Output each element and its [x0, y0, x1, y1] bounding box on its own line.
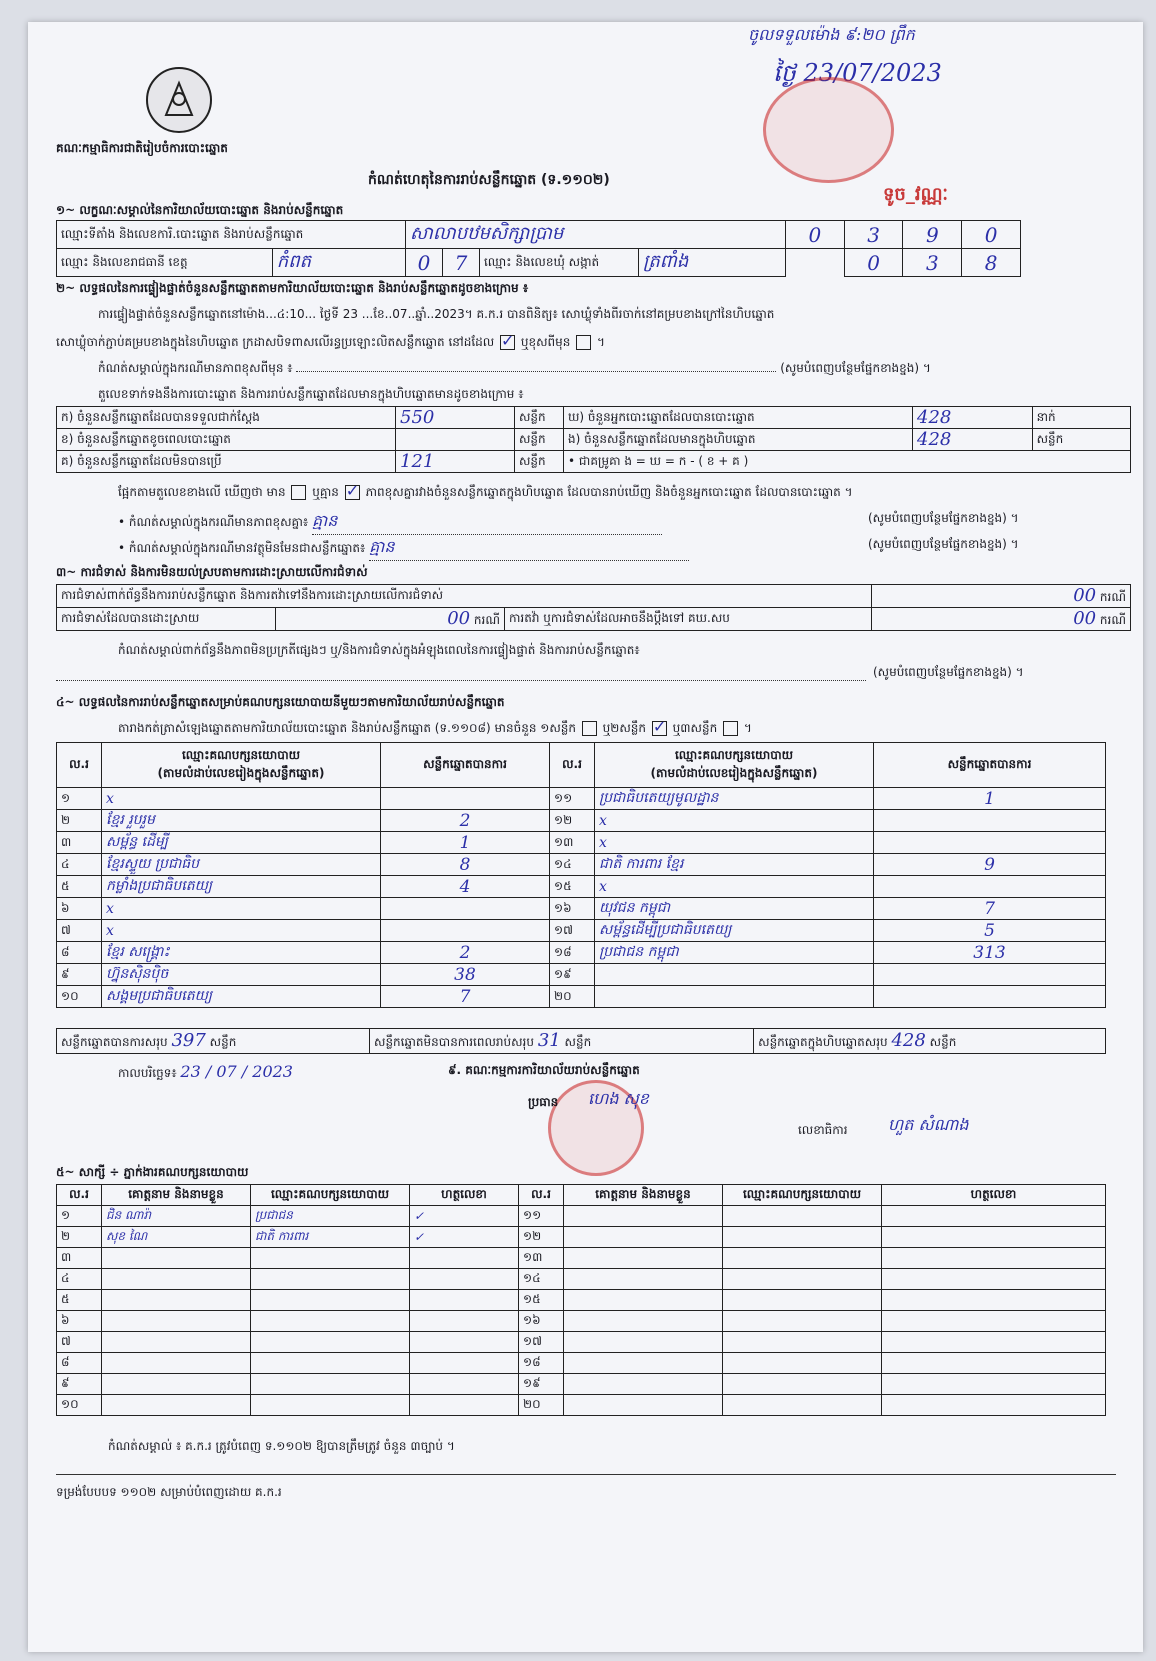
witness-sign-left[interactable]: ✓ — [410, 1206, 519, 1227]
witness-sign-right[interactable] — [882, 1353, 1106, 1374]
result-party-right — [595, 986, 874, 1008]
witness-sign-right[interactable] — [882, 1248, 1106, 1269]
witness-party-right[interactable] — [723, 1395, 882, 1416]
date-value: 23 / 07 / 2023 — [180, 1062, 293, 1081]
secretary-signature: ហួត សំណាង — [888, 1115, 969, 1134]
result-row — [57, 942, 1106, 964]
result-votes-right: 9 — [874, 854, 1106, 876]
w-col-name-right: គោត្តនាម និងនាមខ្លួន — [564, 1185, 723, 1206]
section4-title: ៤~ លទ្ធផលនៃការរាប់សន្លឹកឆ្នោតសម្រាប់គណបក្សនយោបាយនីមួយៗតាមការិយាល័យរាប់សន្លឹកឆ្នោត — [56, 695, 505, 709]
col-party-right — [595, 743, 874, 788]
ko-value: 121 — [396, 451, 515, 473]
witness-sign-left[interactable] — [410, 1374, 519, 1395]
witness-name-right[interactable] — [564, 1206, 723, 1227]
result-votes-left: 2 — [381, 942, 550, 964]
witness-party-right[interactable] — [723, 1206, 882, 1227]
witness-no-right: ១៤ — [519, 1269, 564, 1290]
section1-table — [56, 220, 1021, 277]
form-title: កំណត់ហេតុនៃការរាប់សន្លឹកឆ្នោត (ទ.១១០២) — [368, 172, 610, 188]
location-value: សាលាបឋមសិក្សាប្រាម — [406, 221, 786, 249]
witness-name-right[interactable] — [564, 1374, 723, 1395]
changed-text: ឬខុសពីមុន — [520, 335, 571, 349]
col-no-right: ល.រ — [550, 743, 595, 788]
w-col-name-left: គោត្តនាម និងនាមខ្លួន — [102, 1185, 251, 1206]
witness-row — [57, 1206, 1106, 1227]
result-no-left: ៦ — [57, 898, 102, 920]
witness-no-right: ១២ — [519, 1227, 564, 1248]
result-party-left: x — [102, 898, 381, 920]
committee-name: គណៈកម្មាធិការជាតិរៀបចំការបោះឆ្នោត — [56, 141, 228, 155]
total-box-value: 428 — [891, 1030, 926, 1051]
diff-note-label: • កំណត់សម្គាល់ក្នុងករណីមានភាពខុសគ្នា៖ — [118, 515, 309, 529]
tally-intro-text: តារាងកត់ត្រាសំឡេងឆ្នោតតាមការិយាល័យបោះឆ្នោត និងរាប់សន្លឹកឆ្នោត (ទ.១១០៨) មានចំនួន ១សន្លឹក — [118, 721, 576, 735]
fill-note-4: (សូមបំពេញបន្ថែមផ្នែកខាងខ្នង) ។ — [873, 665, 1024, 679]
result-row — [57, 832, 1106, 854]
commune-value: ត្រពាំង — [639, 249, 786, 277]
witness-row — [57, 1332, 1106, 1353]
verification-line: ការផ្ទៀងផ្ទាត់ចំនួនសន្លឹកឆ្នោតនៅម៉ោង...៤:10... ថ្ងៃទី 23 ...ខែ..07..ឆ្នាំ..2023។ គ.ក.រ បានពិនិត្យ៖ សោឃ្លុំទាំងពីរចាក់នៅគម្របខាងក្រៅនៃហិបឆ្នោត — [98, 307, 775, 321]
diff-note-row — [118, 510, 662, 535]
secretary-label: លេខាធិការ — [798, 1123, 848, 1137]
witness-name-left[interactable] — [102, 1290, 251, 1311]
result-votes-right: 7 — [874, 898, 1106, 920]
three-sheet-text: ឬ៣សន្លឹក — [672, 721, 718, 735]
results-table — [56, 742, 1106, 1008]
w-col-no-left: ល.រ — [57, 1185, 102, 1206]
result-party-right: x — [595, 876, 874, 898]
date-label: កាលបរិច្ឆេទ៖ — [118, 1066, 177, 1080]
result-row — [57, 810, 1106, 832]
result-no-left: ៨ — [57, 942, 102, 964]
witness-row — [57, 1311, 1106, 1332]
result-no-left: ១០ — [57, 986, 102, 1008]
com-digit-2: 3 — [903, 249, 962, 277]
col-no-left: ល.រ — [57, 743, 102, 788]
witness-party-right[interactable] — [723, 1227, 882, 1248]
result-row — [57, 854, 1106, 876]
witness-sign-left[interactable] — [410, 1290, 519, 1311]
result-votes-left: 8 — [381, 854, 550, 876]
total-box-unit: សន្លឹក — [929, 1035, 957, 1049]
result-no-right: ១១ — [550, 788, 595, 810]
result-party-left: កម្លាំងប្រជាធិបតេយ្យ — [102, 876, 381, 898]
result-party-right — [595, 964, 874, 986]
witness-row — [57, 1269, 1106, 1290]
result-votes-left: 2 — [381, 810, 550, 832]
ng-value: 428 — [913, 429, 1033, 451]
witness-row — [57, 1290, 1106, 1311]
object-note-row — [118, 536, 689, 561]
witness-sign-right[interactable] — [882, 1269, 1106, 1290]
result-party-right: យុវជន កម្ពុជា — [595, 898, 874, 920]
discrepancy-has: ផ្អែកតាមតួលេខខាងលើ ឃើញថា មាន — [118, 485, 286, 499]
result-row — [57, 788, 1106, 810]
col-votes-right: សន្លឹកឆ្នោតបានការ — [874, 743, 1106, 788]
received-date: ថ្ងៃ 23/07/2023 — [773, 59, 942, 87]
figures-intro: តួលេខទាក់ទងនឹងការបោះឆ្នោត និងការរាប់សន្លឹកឆ្នោតដែលមានក្នុងហិបឆ្នោតមានដូចខាងក្រោម ៖ — [98, 387, 524, 401]
com-digit-3: 8 — [962, 249, 1021, 277]
ballot-count-form — [28, 22, 1143, 1652]
three-sheet-checkbox[interactable] — [723, 721, 738, 736]
witness-no-right: ១១ — [519, 1206, 564, 1227]
col-party-right-title: ឈ្មោះគណបក្សនយោបាយ — [674, 748, 794, 762]
commune-label: ឈ្មោះ និងលេខឃុំ សង្កាត់ — [480, 249, 639, 277]
result-no-right: ២០ — [550, 986, 595, 1008]
result-party-left: សម្ព័ន្ធ ដើម្បី — [102, 832, 381, 854]
witness-party-left[interactable] — [251, 1374, 410, 1395]
result-votes-left — [381, 898, 550, 920]
ng-unit: សន្លឹក — [1032, 429, 1130, 451]
two-sheet-checkbox[interactable] — [652, 721, 667, 736]
witness-name-right[interactable] — [564, 1227, 723, 1248]
has-checkbox[interactable] — [291, 485, 306, 500]
col-party-left-title: ឈ្មោះគណបក្សនយោបាយ — [181, 748, 301, 762]
result-no-right: ១៥ — [550, 876, 595, 898]
figures-table — [56, 406, 1131, 473]
result-row — [57, 876, 1106, 898]
k-value: 550 — [396, 407, 515, 429]
result-party-left: x — [102, 920, 381, 942]
result-votes-left: 7 — [381, 986, 550, 1008]
result-party-left: ខ្មែរស្ទួយ ប្រជាធិប — [102, 854, 381, 876]
result-party-right: x — [595, 832, 874, 854]
appeal-cell — [872, 608, 1131, 631]
witness-sign-left[interactable] — [410, 1353, 519, 1374]
witness-no-left: ៦ — [57, 1311, 102, 1332]
result-no-left: ៥ — [57, 876, 102, 898]
witness-no-left: ៥ — [57, 1290, 102, 1311]
witness-sign-left[interactable] — [410, 1248, 519, 1269]
witness-sign-right[interactable] — [882, 1395, 1106, 1416]
total-valid-value: 397 — [171, 1030, 206, 1051]
result-no-right: ១៦ — [550, 898, 595, 920]
none-checkbox[interactable] — [345, 485, 360, 500]
witness-no-left: ២ — [57, 1227, 102, 1248]
result-no-left: ៩ — [57, 964, 102, 986]
col-party-left-sub: (តាមលំដាប់លេខរៀងក្នុងសន្លឹកឆ្នោត) — [157, 766, 325, 780]
result-party-left: សង្គមប្រជាធិបតេយ្យ — [102, 986, 381, 1008]
footer-divider — [56, 1474, 1116, 1475]
w-col-party-right: ឈ្មោះគណបក្សនយោបាយ — [723, 1185, 882, 1206]
witness-row — [57, 1374, 1106, 1395]
result-no-left: ២ — [57, 810, 102, 832]
result-votes-left — [381, 788, 550, 810]
official-stamp — [763, 77, 894, 183]
result-party-right: x — [595, 810, 874, 832]
kh-label: ខ) ចំនួនសន្លឹកឆ្នោតខូចពេលបោះឆ្នោត — [57, 429, 396, 451]
witness-row — [57, 1248, 1106, 1269]
result-no-left: ៧ — [57, 920, 102, 942]
section2-title: ២~ លទ្ធផលនៃការផ្ទៀងផ្ទាត់ចំនួនសន្លឹកឆ្នោតតាមការិយាល័យបោះឆ្នោត និងរាប់សន្លឹកឆ្នោតដូចខាងក្រោម ៖ — [56, 281, 529, 295]
section3-title: ៣~ ការជំទាស់ និងការមិនយល់ស្របតាមការដោះស្រាយលើការជំទាស់ — [56, 565, 368, 579]
witness-name-left[interactable] — [102, 1269, 251, 1290]
witness-party-left[interactable] — [251, 1269, 410, 1290]
witness-sign-right[interactable] — [882, 1227, 1106, 1248]
total-valid-unit: សន្លឹក — [209, 1035, 237, 1049]
witness-party-right[interactable] — [723, 1290, 882, 1311]
result-no-left: ៣ — [57, 832, 102, 854]
result-party-right: ប្រជាធិបតេយ្យមូលដ្ឋាន — [595, 788, 874, 810]
witness-party-left[interactable] — [251, 1248, 410, 1269]
objections-label: ការជំទាស់ពាក់ព័ន្ធនឹងការរាប់សន្លឹកឆ្នោត និងការតវ៉ាទៅនឹងការដោះស្រាយលើការជំទាស់ — [57, 585, 872, 608]
com-digit-1: 0 — [844, 249, 903, 277]
province-label: ឈ្មោះ និងលេខរាជធានី ខេត្ត — [57, 249, 273, 277]
k-unit: សន្លឹក — [515, 407, 564, 429]
witness-name-left[interactable] — [102, 1311, 251, 1332]
result-no-right: ១៨ — [550, 942, 595, 964]
witness-name-left[interactable] — [102, 1374, 251, 1395]
w-col-sign-right: ហត្ថលេខា — [882, 1185, 1106, 1206]
result-votes-right: 1 — [874, 788, 1106, 810]
kh-value — [396, 429, 515, 451]
witness-no-right: ១៣ — [519, 1248, 564, 1269]
location-label: ឈ្មោះទីតាំង និងលេខការិ.បោះឆ្នោត និងរាប់សន្លឹកឆ្នោត — [57, 221, 406, 249]
date-row — [118, 1062, 293, 1083]
object-note-label: • កំណត់សម្គាល់ក្នុងករណីមានវត្ថុមិនមែនជាសន្លឹកឆ្នោត៖ — [118, 541, 366, 555]
witness-name-right[interactable] — [564, 1269, 723, 1290]
totals-table — [56, 1028, 1106, 1054]
loc-digit-2: 3 — [844, 221, 903, 249]
result-votes-right — [874, 810, 1106, 832]
total-valid-label: សន្លឹកឆ្នោតបានការសរុប — [61, 1035, 168, 1049]
witness-party-left[interactable] — [251, 1311, 410, 1332]
result-party-right: ជាតិ ការពារ ខ្មែរ — [595, 854, 874, 876]
witness-no-left: ៣ — [57, 1248, 102, 1269]
witness-party-left[interactable]: ប្រជាជន — [251, 1206, 410, 1227]
witness-no-right: ១៥ — [519, 1290, 564, 1311]
witness-party-right[interactable] — [723, 1311, 882, 1332]
g-value: 428 — [913, 407, 1033, 429]
total-invalid-label: សន្លឹកឆ្នោតមិនបានការពេលរាប់សរុប — [374, 1035, 534, 1049]
witness-row — [57, 1353, 1106, 1374]
witness-name-right[interactable] — [564, 1353, 723, 1374]
witness-footnote: កំណត់សម្គាល់ ៖ គ.ក.រ ត្រូវបំពេញ ទ.១១០២ ឱ្យបានត្រឹមត្រូវ ចំនួន ៣ច្បាប់ ។ — [108, 1439, 455, 1453]
result-votes-right — [874, 964, 1106, 986]
result-votes-left: 4 — [381, 876, 550, 898]
ko-unit: សន្លឹក — [515, 451, 564, 473]
witness-no-left: ៩ — [57, 1374, 102, 1395]
ko-label: គ) ចំនួនសន្លឹកឆ្នោតដែលមិនបានប្រើ — [57, 451, 396, 473]
witness-sign-left[interactable] — [410, 1332, 519, 1353]
witness-name-right[interactable] — [564, 1395, 723, 1416]
form-footer: ទម្រង់បែបបទ ១១០២ សម្រាប់បំពេញដោយ គ.ក.រ — [56, 1485, 282, 1499]
witness-no-right: ១៧ — [519, 1332, 564, 1353]
result-votes-left: 38 — [381, 964, 550, 986]
loc-digit-3: 9 — [903, 221, 962, 249]
result-party-right: សម្ព័ន្ធដើម្បីប្រជាធិបតេយ្យ — [595, 920, 874, 942]
witness-sign-right[interactable] — [882, 1311, 1106, 1332]
chair-signature: ហេង សុខ — [588, 1089, 649, 1108]
w-col-no-right: ល.រ — [519, 1185, 564, 1206]
result-no-right: ១២ — [550, 810, 595, 832]
prov-digit-1: 0 — [406, 249, 443, 277]
committee-sign-title: ៩. គណៈកម្មការការិយាល័យរាប់សន្លឹកឆ្នោត — [448, 1063, 640, 1077]
witness-name-left[interactable] — [102, 1395, 251, 1416]
col-party-left — [102, 743, 381, 788]
witness-sign-right[interactable] — [882, 1206, 1106, 1227]
witness-sign-right[interactable] — [882, 1332, 1106, 1353]
witness-sign-left[interactable] — [410, 1395, 519, 1416]
witness-no-left: ១ — [57, 1206, 102, 1227]
witness-sign-left[interactable] — [410, 1311, 519, 1332]
result-no-right: ១៤ — [550, 854, 595, 876]
discrepancy-text: ភាពខុសគ្នារវាងចំនួនសន្លឹកឆ្នោតក្នុងហិបឆ្នោត ដែលបានរាប់ឃើញ និងចំនួនអ្នកបោះឆ្នោត ដែលបានបោះឆ្នោត ។ — [365, 485, 853, 499]
witness-no-left: ៤ — [57, 1269, 102, 1290]
witness-name-right[interactable] — [564, 1248, 723, 1269]
witness-row — [57, 1227, 1106, 1248]
difference-note-line — [98, 360, 1108, 378]
result-votes-right: 5 — [874, 920, 1106, 942]
witness-party-right[interactable] — [723, 1269, 882, 1290]
witness-name-right[interactable] — [564, 1332, 723, 1353]
witness-row — [57, 1395, 1106, 1416]
result-no-right: ១៩ — [550, 964, 595, 986]
appeal-label: ការតវ៉ា ឬការជំទាស់ដែលអាចនឹងប្តឹងទៅ គឃ.សប — [505, 608, 872, 631]
resolved-value: 00 — [447, 608, 471, 629]
witness-party-left[interactable] — [251, 1353, 410, 1374]
total-box-cell — [754, 1029, 1106, 1054]
col-votes-left: សន្លឹកឆ្នោតបានការ — [381, 743, 550, 788]
tally-intro: តារាងកត់ត្រាសំឡេងឆ្នោតតាមការិយាល័យបោះឆ្នោត និងរាប់សន្លឹកឆ្នោត (ទ.១១០៨) មានចំនួន ១សន្លឹក ឬ២សន្លឹក ✓ ឬ៣សន្លឹក ។ — [118, 720, 752, 738]
result-party-right: ប្រជាជន កម្ពុជា — [595, 942, 874, 964]
appeal-unit: ករណី — [1099, 613, 1126, 627]
result-no-left: ៤ — [57, 854, 102, 876]
w-col-party-left: ឈ្មោះគណបក្សនយោបាយ — [251, 1185, 410, 1206]
g-label: ឃ) ចំនួនអ្នកបោះឆ្នោតដែលបានបោះឆ្នោត — [564, 407, 913, 429]
w-col-sign-left: ហត្ថលេខា — [410, 1185, 519, 1206]
section1-title: ១~ លក្ខណៈសម្គាល់នៃការិយាល័យបោះឆ្នោត និងរាប់សន្លឹកឆ្នោត — [56, 203, 344, 217]
total-valid-cell — [57, 1029, 370, 1054]
result-row — [57, 898, 1106, 920]
province-value: កំពត — [272, 249, 405, 277]
fill-note-3: (សូមបំពេញបន្ថែមផ្នែកខាងខ្នង) ។ — [868, 537, 1019, 551]
witness-table — [56, 1184, 1106, 1416]
loc-digit-1: 0 — [785, 221, 844, 249]
witness-name-left[interactable] — [102, 1248, 251, 1269]
stamp-name: ទូច_វណ្ណៈ — [883, 184, 949, 205]
witness-no-right: ១៨ — [519, 1353, 564, 1374]
result-party-left: x — [102, 788, 381, 810]
witness-no-left: ៧ — [57, 1332, 102, 1353]
nec-logo — [146, 67, 212, 133]
diff-note-value: គ្មាន — [312, 510, 662, 535]
loc-digit-4: 0 — [962, 221, 1021, 249]
witness-name-left[interactable]: សុខ ណៃ — [102, 1227, 251, 1248]
irregularity-field[interactable] — [56, 670, 866, 681]
total-invalid-value: 31 — [537, 1030, 561, 1051]
witness-name-left[interactable] — [102, 1353, 251, 1374]
witness-name-right[interactable] — [564, 1290, 723, 1311]
witness-party-right[interactable] — [723, 1353, 882, 1374]
changed-checkbox[interactable] — [576, 335, 591, 350]
ng-label: ង) ចំនួនសន្លឹកឆ្នោតដែលមានក្នុងហិបឆ្នោត — [564, 429, 913, 451]
witness-no-right: ១៩ — [519, 1374, 564, 1395]
formula: • ជាគម្រូគា ង = ឃ = ក - ( ខ + គ ) — [564, 451, 1131, 473]
result-votes-left — [381, 920, 550, 942]
total-invalid-cell — [370, 1029, 754, 1054]
result-party-left: ហ្វ៊ុនស៊ិនប៉ិច — [102, 964, 381, 986]
kh-unit: សន្លឹក — [515, 429, 564, 451]
witness-sign-right[interactable] — [882, 1374, 1106, 1395]
result-row — [57, 920, 1106, 942]
result-votes-right — [874, 876, 1106, 898]
result-no-left: ១ — [57, 788, 102, 810]
col-party-right-sub: (តាមលំដាប់លេខរៀងក្នុងសន្លឹកឆ្នោត) — [650, 766, 818, 780]
witness-sign-left[interactable] — [410, 1269, 519, 1290]
irregularity-note: កំណត់សម្គាល់ពាក់ព័ន្ធនឹងភាពមិនប្រក្រតីផ្សេងៗ ឬ/និងការជំទាស់ក្នុងអំឡុងពេលនៃការផ្ទៀងផ្ទាត់ និងការរាប់សន្លឹកឆ្នោត៖ — [118, 643, 640, 657]
witness-party-left[interactable]: ជាតិ ការពារ — [251, 1227, 410, 1248]
witness-name-left[interactable] — [102, 1332, 251, 1353]
chair-label: ប្រធាន — [528, 1095, 559, 1109]
result-votes-left: 1 — [381, 832, 550, 854]
witness-party-left[interactable] — [251, 1290, 410, 1311]
same-checkbox[interactable] — [500, 335, 515, 350]
result-row — [57, 986, 1106, 1008]
objections-unit: ករណី — [1099, 590, 1126, 604]
witness-party-right[interactable] — [723, 1374, 882, 1395]
result-no-right: ១៣ — [550, 832, 595, 854]
received-note: ចូលទទួលម៉ោង ៩:២០ ព្រឹក — [748, 25, 915, 44]
result-votes-right: 313 — [874, 942, 1106, 964]
seal-line: សោឃ្លុំចាក់ភ្ជាប់គម្របខាងក្នុងនៃហិបឆ្នោត ក្រដាសបិទពាសលើរន្ធប្រឡោះលិតសន្លឹកឆ្នោត នៅដដែល ✓ ឬខុសពីមុន ។ — [56, 334, 605, 352]
discrepancy-line — [118, 484, 853, 502]
witness-no-left: ៨ — [57, 1353, 102, 1374]
total-box-label: សន្លឹកឆ្នោតក្នុងហិបឆ្នោតសរុប — [758, 1035, 888, 1049]
result-no-right: ១៧ — [550, 920, 595, 942]
appeal-value: 00 — [1073, 608, 1097, 629]
witness-no-right: ២០ — [519, 1395, 564, 1416]
section5-title: ៥~ សាក្សី ÷ ភ្នាក់ងារគណបក្សនយោបាយ — [56, 1165, 249, 1179]
witness-no-left: ១០ — [57, 1395, 102, 1416]
object-note-value: គ្មាន — [369, 536, 689, 561]
witness-no-right: ១៦ — [519, 1311, 564, 1332]
witness-name-left[interactable]: ជិន ណារ៉ា — [102, 1206, 251, 1227]
prov-digit-2: 7 — [443, 249, 480, 277]
witness-party-right[interactable] — [723, 1248, 882, 1269]
result-votes-right — [874, 986, 1106, 1008]
witness-party-left[interactable] — [251, 1332, 410, 1353]
two-sheet-text: ឬ២សន្លឹក — [602, 721, 647, 735]
witness-sign-left[interactable]: ✓ — [410, 1227, 519, 1248]
witness-sign-right[interactable] — [882, 1290, 1106, 1311]
objections-value: 00 — [1073, 585, 1097, 606]
discrepancy-none: ឬគ្មាន — [312, 485, 339, 499]
witness-party-right[interactable] — [723, 1332, 882, 1353]
fill-note-1: (សូមបំពេញបន្ថែមផ្នែកខាងខ្នង) ។ — [780, 361, 931, 375]
result-votes-right — [874, 832, 1106, 854]
objections-table — [56, 584, 1131, 631]
resolved-label: ការជំទាស់ដែលបានដោះស្រាយ — [57, 608, 276, 631]
resolved-cell — [276, 608, 505, 631]
result-party-left: ខ្មែរ សង្គ្រោះ — [102, 942, 381, 964]
one-sheet-checkbox[interactable] — [582, 721, 597, 736]
fill-note-2: (សូមបំពេញបន្ថែមផ្នែកខាងខ្នង) ។ — [868, 511, 1019, 525]
result-party-left: ខ្មែរ រួបរួម — [102, 810, 381, 832]
k-label: ក) ចំនួនសន្លឹកឆ្នោតដែលបានទទួលជាក់ស្តែង — [57, 407, 396, 429]
seal-text: សោឃ្លុំចាក់ភ្ជាប់គម្របខាងក្នុងនៃហិបឆ្នោត ក្រដាសបិទពាសលើរន្ធប្រឡោះលិតសន្លឹកឆ្នោត នៅដដែល — [56, 335, 495, 349]
result-row — [57, 964, 1106, 986]
g-unit: នាក់ — [1032, 407, 1130, 429]
witness-name-right[interactable] — [564, 1311, 723, 1332]
objections-cell — [872, 585, 1131, 608]
witness-party-left[interactable] — [251, 1395, 410, 1416]
total-invalid-unit: សន្លឹក — [564, 1035, 592, 1049]
difference-note-field[interactable] — [296, 371, 776, 372]
resolved-unit: ករណី — [473, 613, 500, 627]
difference-note-label: កំណត់សម្គាល់ក្នុងករណីមានភាពខុសពីមុន ៖ — [98, 361, 293, 375]
